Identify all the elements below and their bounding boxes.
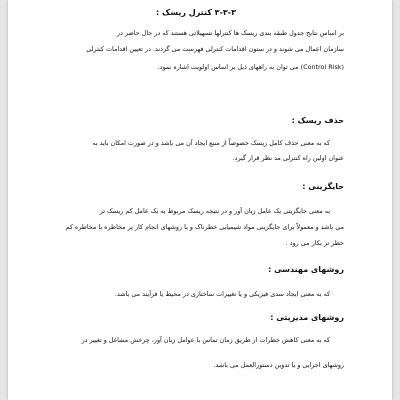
paragraph-line: عنوان اولین راه کنترلی مد نظر قرار گیرد. [232, 154, 344, 162]
paragraph-line: که به معنی حذف کامل ریسک خصوصاً از منبع ایجاد آن می باشد و در صورت امکان باید به [92, 139, 330, 147]
heading-engineering-methods: روشهای مهندسی : [268, 265, 344, 274]
paragraph-line: که به معنی ایجاد سدی فیزیکی و یا تغییرات ساختاری در محیط یا فرآیند می باشد. [114, 290, 330, 298]
heading-management-methods: روشهای مدیریتی : [270, 313, 344, 322]
paragraph-line: به معنی جایگزینی یک عامل زیان آور و در نتیجه ریسک مربوط به یک عامل کم ریسک تر [99, 207, 330, 215]
paragraph-line: می باشد و معمولاً برای جایگزینی مواد شیمیایی خطرناک و یا روشهای انجام کار پر مخاطره با مخاطره کم [65, 223, 344, 231]
section-title: ۳-۳-۳ کنترل ریسک : [156, 8, 236, 17]
intro-line: سازمان اعمال می شوند و در ستون اقدامات کنترلی فهرست می گردند. در تعیین اقدامات کنترلی [86, 45, 344, 53]
intro-line: بر اساس نتایج جدول طبقه بندی ریسک ها کنترلها تسهیلاتی هستند که در حال حاضر در [116, 29, 344, 37]
paragraph-line: روشهای اجرایی و یا تدوین دستورالعمل می باشد. [213, 361, 344, 369]
intro-line: (Control Risk) می توان به راههای ذیل بر اساس اولویت اشاره نمود. [157, 63, 344, 71]
paragraph-line: که به معنی کاهش خطرات از طریق زمان تماس با عوامل زیان آور، چرخش مشاغل و تغییر در [81, 336, 330, 344]
paragraph-line: خطر تر بکار می رود . [285, 239, 344, 247]
page-content [48, 0, 344, 400]
heading-risk-elimination: حذف ریسک : [291, 116, 344, 125]
document-page [8, 0, 392, 400]
heading-substitution: جایگزینی : [302, 182, 344, 191]
